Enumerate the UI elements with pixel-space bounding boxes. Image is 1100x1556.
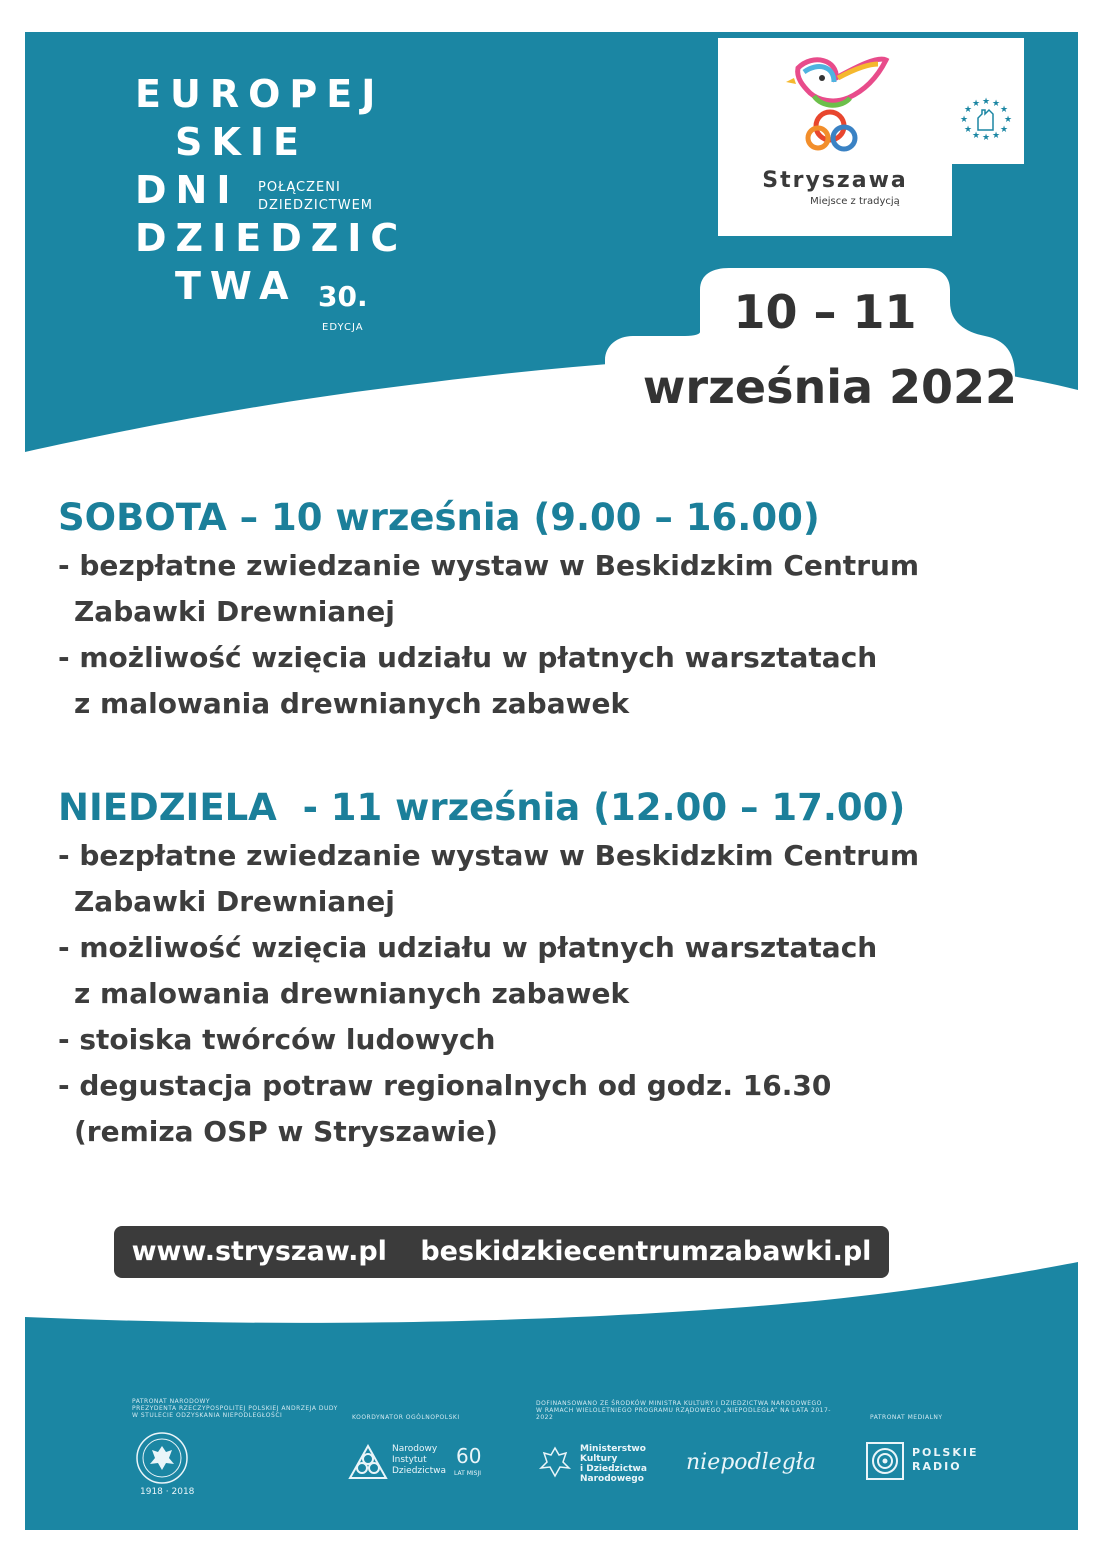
sponsor-caption-koordynator: KOORDYNATOR OGÓLNOPOLSKI [352,1414,460,1421]
mkidn-line-3: i Dziedzictwa [580,1464,647,1474]
svg-text:★: ★ [964,125,973,135]
svg-text:★: ★ [960,115,969,125]
polskie-radio-icon [866,1442,904,1480]
sunday-item-4-line1: - degustacja potraw regionalnych od godz. 16.30 [58,1069,832,1102]
svg-text:★: ★ [1004,115,1013,125]
polskie-radio-line-2: RADIO [912,1460,962,1473]
saturday-item-1-line2: Zabawki Drewnianej [74,595,395,628]
date-days: 10 – 11 [733,285,917,339]
mkidn-eagle-icon [538,1444,572,1480]
sunday-item-3-line1: - stoiska twórców ludowych [58,1023,496,1056]
svg-text:★: ★ [972,131,981,141]
sunday-item-1-line1: - bezpłatne zwiedzanie wystaw w Beskidzkim Centrum [58,839,920,872]
sunday-item-2-line1: - możliwość wzięcia udziału w płatnych warsztatach [58,931,878,964]
festival-line-4: DZIEDZIC [135,216,408,260]
sunday-item-2 [58,925,919,1017]
url-bar [114,1226,889,1278]
sunday-item-3 [58,1017,919,1063]
festival-line-5: TWA [175,264,298,308]
niepodlegla-logo: niepodległa [686,1450,817,1475]
festival-edition: 30. [318,280,368,313]
sunday-item-1-line2: Zabawki Drewnianej [74,885,395,918]
svg-text:★: ★ [982,133,991,143]
festival-line-1: EUROPEJ [135,72,385,116]
nid-line-2: Instytut [392,1455,427,1465]
nid-60: 60 [456,1444,482,1468]
emblem-years: 1918 · 2018 [140,1487,195,1497]
nid-line-3: Dziedzictwa [392,1466,446,1476]
sponsor-caption-medialny: PATRONAT MEDIALNY [870,1414,943,1421]
svg-text:★: ★ [992,131,1001,141]
festival-subtitle-1: POŁĄCZENI [258,180,341,195]
sponsor-caption-dofinansowano: DOFINANSOWANO ZE ŚRODKÓW MINISTRA KULTURY I DZIEDZICTWA NARODOWEGO W RAMACH WIELOLETNIEGO PROGRAMU RZĄDOWEGO „NIEPODLEGŁA” NA LATA 2017-2022 [536,1400,831,1421]
european-heritage-stars-icon [952,38,1024,164]
nid-line-1: Narodowy [392,1444,438,1454]
saturday-item-2-line2: z malowania drewnianych zabawek [74,687,630,720]
festival-line-2: SKIE [175,120,308,164]
sunday-section [58,783,919,1155]
stryszawa-logo [718,38,952,236]
saturday-item-2 [58,635,919,727]
saturday-section [58,493,919,727]
svg-text:★: ★ [972,99,981,109]
nid-name [392,1444,446,1477]
polskie-radio-name [912,1446,978,1474]
colorful-bird-icon [718,38,952,168]
svg-text:★: ★ [964,105,973,115]
sunday-title: NIEDZIELA - 11 września (12.00 – 17.00) [58,786,906,829]
sunday-item-4-line2: (remiza OSP w Stryszawie) [74,1115,498,1148]
saturday-item-1-line1: - bezpłatne zwiedzanie wystaw w Beskidzkim Centrum [58,549,920,582]
stryszawa-name: Stryszawa [762,168,908,193]
sunday-item-4 [58,1063,919,1155]
sunday-item-1 [58,833,919,925]
link-beskidzkie-centrum[interactable]: beskidzkiecentrumzabawki.pl [420,1236,872,1267]
festival-line-3: DNI [135,168,240,212]
saturday-item-2-line1: - możliwość wzięcia udziału w płatnych warsztatach [58,641,878,674]
svg-text:★: ★ [1000,105,1009,115]
mkidn-name [580,1444,647,1484]
european-heritage-label [952,38,1024,164]
mkidn-line-2: Kultury [580,1454,618,1464]
stryszawa-tagline: Miejsce z tradycją [810,196,900,207]
saturday-title: SOBOTA – 10 września (9.00 – 16.00) [58,496,820,539]
svg-text:★: ★ [992,99,1001,109]
sponsor-caption-patronat: PATRONAT NARODOWY PREZYDENTA RZECZYPOSPOLITEJ POLSKIEJ ANDRZEJA DUDY W STULECIE ODZYSKANIA NIEPODLEGŁOŚCI [132,1398,338,1419]
nid-60-sub: LAT MISJI [454,1470,481,1477]
mkidn-line-4: Narodowego [580,1474,644,1484]
saturday-item-1 [58,543,919,635]
polskie-radio-line-1: POLSKIE [912,1446,979,1459]
polish-eagle-emblem-icon [134,1430,190,1486]
sunday-item-2-line2: z malowania drewnianych zabawek [74,977,630,1010]
link-stryszaw[interactable]: www.stryszaw.pl [131,1236,387,1267]
date-month-year: września 2022 [642,360,1018,414]
festival-edition-label: EDYCJA [322,322,364,333]
festival-subtitle-2: DZIEDZICTWEM [258,198,374,213]
nid-logo-icon [348,1444,388,1480]
svg-text:★: ★ [982,97,991,107]
svg-text:★: ★ [1000,125,1009,135]
mkidn-line-1: Ministerstwo [580,1444,646,1454]
